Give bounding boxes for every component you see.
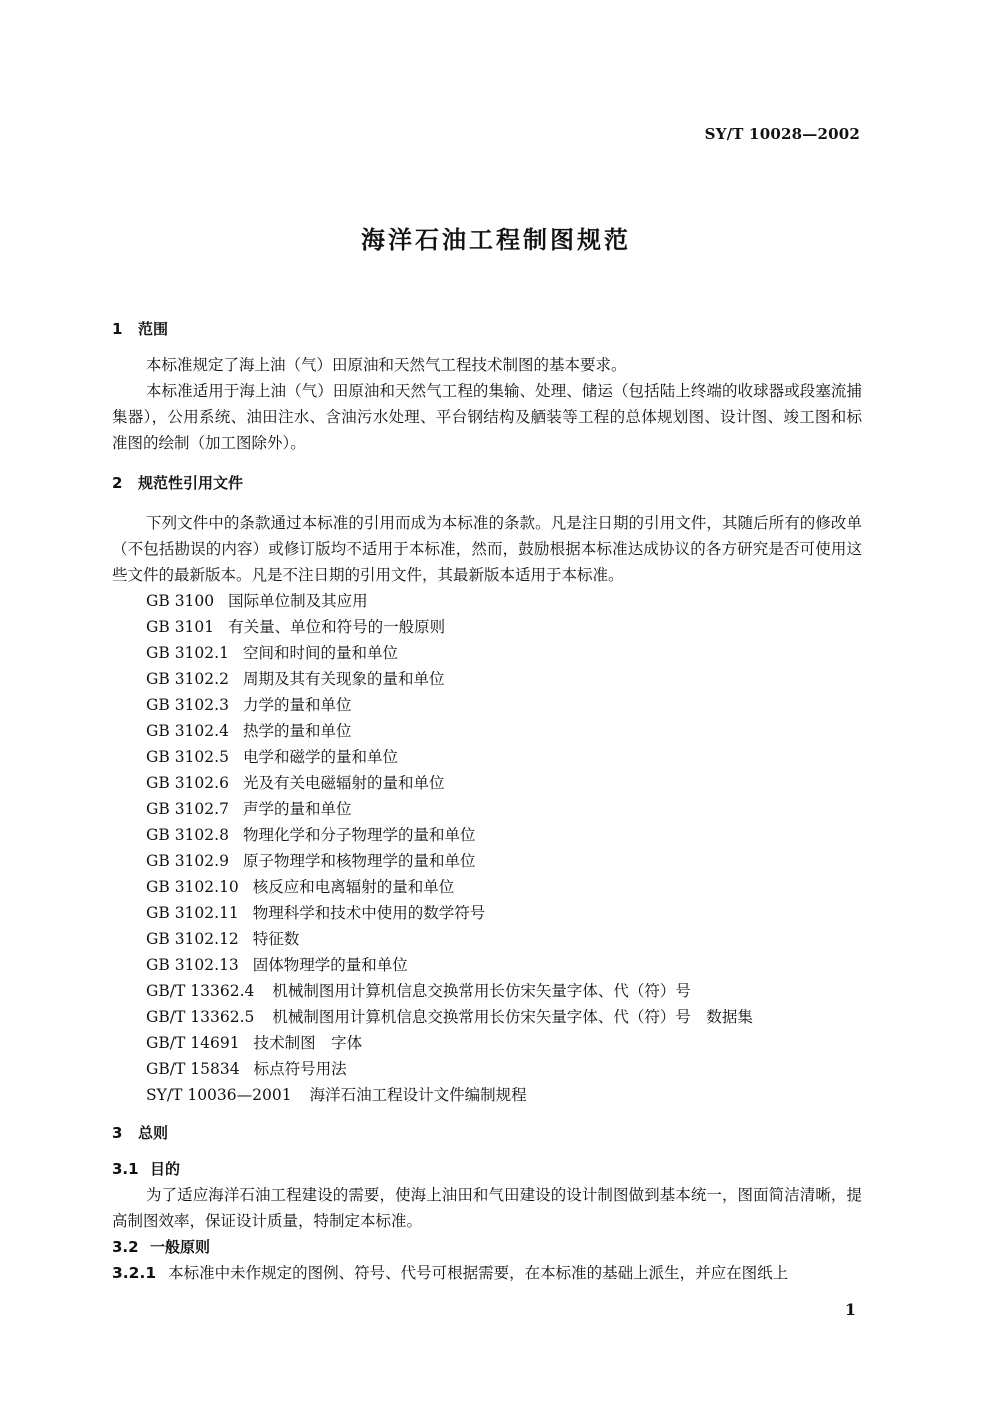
reference-item	[112, 692, 862, 718]
section-number: 2	[112, 474, 123, 492]
reference-item	[112, 666, 862, 692]
subsection-number: 3.1	[112, 1160, 139, 1178]
reference-title: 海洋石油工程设计文件编制规程	[309, 1086, 527, 1104]
reference-item	[112, 744, 862, 770]
reference-code: GB 3102.4	[146, 722, 229, 740]
reference-item	[112, 874, 862, 900]
section-number: 1	[112, 320, 123, 338]
reference-title: 物理科学和技术中使用的数学符号	[252, 904, 486, 922]
reference-item	[112, 926, 862, 952]
reference-item	[112, 796, 862, 822]
reference-item	[112, 952, 862, 978]
section-title: 规范性引用文件	[138, 474, 244, 492]
reference-code: GB 3102.7	[146, 800, 229, 818]
subsection-number: 3.2	[112, 1238, 139, 1256]
reference-code: GB/T 13362.4	[146, 982, 255, 1000]
reference-code: GB 3102.1	[146, 644, 229, 662]
reference-code: GB 3100	[146, 592, 215, 610]
section-title: 范围	[138, 320, 169, 338]
reference-code: GB 3101	[146, 618, 215, 636]
reference-title: 热学的量和单位	[242, 722, 352, 740]
page-number: 1	[844, 1300, 856, 1319]
reference-title: 固体物理学的量和单位	[252, 956, 408, 974]
clause-number: 3.2.1	[112, 1264, 157, 1282]
reference-title: 标点符号用法	[253, 1060, 347, 1078]
reference-code: GB 3102.5	[146, 748, 229, 766]
reference-code: GB 3102.11	[146, 904, 239, 922]
reference-item	[112, 900, 862, 926]
reference-title: 电学和磁学的量和单位	[242, 748, 398, 766]
reference-title: 技术制图 字体	[253, 1034, 363, 1052]
reference-title: 空间和时间的量和单位	[242, 644, 398, 662]
reference-item	[112, 978, 862, 1004]
reference-title: 特征数	[252, 930, 300, 948]
subsection-title: 一般原则	[150, 1238, 211, 1256]
reference-code: GB 3102.10	[146, 878, 239, 896]
reference-code: GB/T 15834	[146, 1060, 240, 1078]
reference-item	[112, 1030, 862, 1056]
reference-code: GB 3102.2	[146, 670, 229, 688]
reference-item	[112, 1004, 862, 1030]
reference-title: 力学的量和单位	[242, 696, 352, 714]
paragraph: 下列文件中的条款通过本标准的引用而成为本标准的条款。凡是注日期的引用文件，其随后所有的修改单（不包括勘误的内容）或修订版均不适用于本标准，然而，鼓励根据本标准达成协议的各方研究是否可使用这些文件的最新版本。凡是不注日期的引用文件，其最新版本适用于本标准。	[112, 514, 862, 584]
reference-item	[112, 614, 862, 640]
reference-code: GB 3102.12	[146, 930, 239, 948]
subsection-3-2-heading	[112, 1234, 862, 1260]
reference-item	[112, 1082, 862, 1108]
reference-item	[112, 588, 862, 614]
paragraph: 本标准规定了海上油（气）田原油和天然气工程技术制图的基本要求。	[146, 356, 627, 374]
paragraph: 为了适应海洋石油工程建设的需要，使海上油田和气田建设的设计制图做到基本统一，图面简洁清晰，提高制图效率，保证设计质量，特制定本标准。	[112, 1186, 862, 1230]
section-2-heading	[112, 470, 862, 496]
reference-title: 物理化学和分子物理学的量和单位	[242, 826, 476, 844]
reference-code: SY/T 10036—2001	[146, 1086, 292, 1104]
reference-item	[112, 848, 862, 874]
reference-code: GB 3102.13	[146, 956, 239, 974]
reference-title: 周期及其有关现象的量和单位	[242, 670, 445, 688]
section-number: 3	[112, 1124, 123, 1142]
reference-title: 核反应和电离辐射的量和单位	[252, 878, 455, 896]
clause-text: 本标准中未作规定的图例、符号、代号可根据需要，在本标准的基础上派生，并应在图纸上	[168, 1264, 789, 1282]
reference-title: 有关量、单位和符号的一般原则	[228, 618, 446, 636]
section-title: 总则	[138, 1124, 169, 1142]
section-1-heading	[112, 316, 862, 342]
section-3-heading	[112, 1120, 862, 1146]
reference-title: 机械制图用计算机信息交换常用长仿宋矢量字体、代（符）号	[272, 982, 691, 1000]
reference-item	[112, 718, 862, 744]
document-body	[112, 316, 862, 1286]
reference-title: 声学的量和单位	[242, 800, 352, 818]
reference-code: GB 3102.8	[146, 826, 229, 844]
subsection-title: 目的	[150, 1160, 181, 1178]
reference-list	[112, 588, 862, 1108]
reference-code: GB/T 14691	[146, 1034, 240, 1052]
reference-title: 国际单位制及其应用	[228, 592, 368, 610]
subsection-3-1-heading	[112, 1156, 862, 1182]
reference-item	[112, 640, 862, 666]
reference-code: GB 3102.6	[146, 774, 229, 792]
reference-title: 原子物理学和核物理学的量和单位	[242, 852, 476, 870]
reference-item	[112, 1056, 862, 1082]
reference-item	[112, 770, 862, 796]
paragraph: 本标准适用于海上油（气）田原油和天然气工程的集输、处理、储运（包括陆上终端的收球器或段塞流捕集器），公用系统、油田注水、含油污水处理、平台钢结构及舾装等工程的总体规划图、设计图、竣工图和标准图的绘制（加工图除外）。	[112, 382, 862, 452]
reference-title: 机械制图用计算机信息交换常用长仿宋矢量字体、代（符）号 数据集	[272, 1008, 753, 1026]
clause-paragraph	[112, 1260, 862, 1286]
document-title: 海洋石油工程制图规范	[361, 226, 631, 254]
standard-code: SY/T 10028—2002	[704, 125, 860, 143]
reference-item	[112, 822, 862, 848]
reference-code: GB 3102.3	[146, 696, 229, 714]
reference-title: 光及有关电磁辐射的量和单位	[242, 774, 445, 792]
reference-code: GB/T 13362.5	[146, 1008, 255, 1026]
reference-code: GB 3102.9	[146, 852, 229, 870]
